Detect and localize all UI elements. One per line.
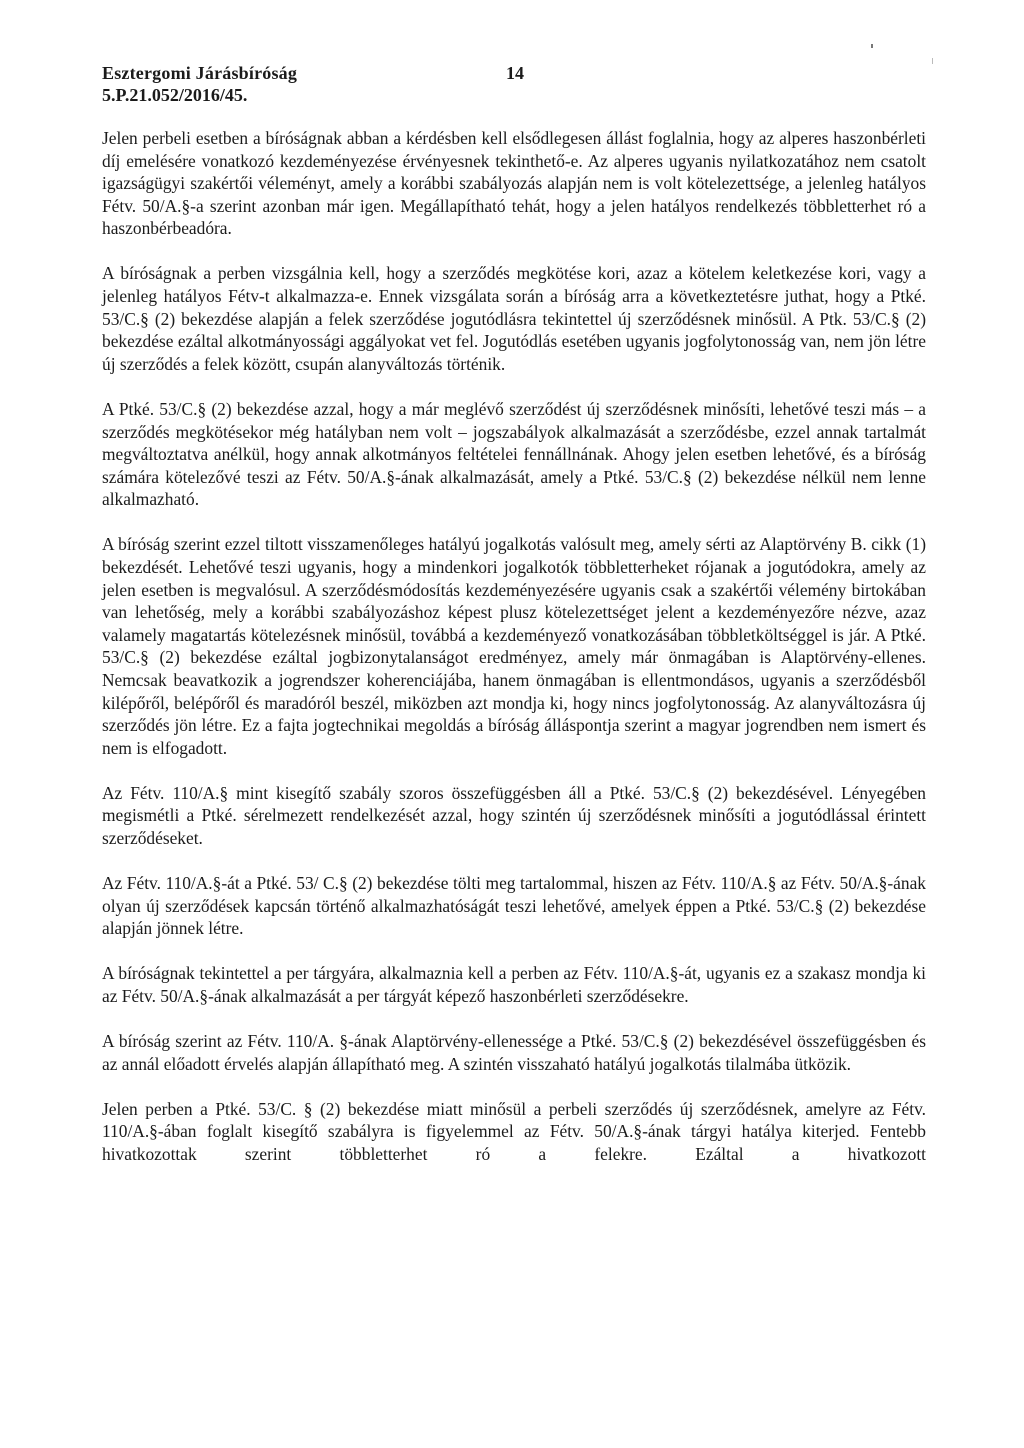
paragraph: A Ptké. 53/C.§ (2) bekezdése azzal, hogy a már meglévő szerződést új szerződésnek minősíti, lehetővé teszi más – a szerződés megkötésekor még hatályban nem volt – jogszabályok alkalmazását a szerződésbe, ezzel annak tartalmát megváltoztatva anélkül, hogy annak alkotmányos feltételei fennállnának. Ahogy jelen esetben lehetővé, és a bíróság számára kötelezővé teszi az Fétv. 50/A.§-ának alkalmazását, amely a Ptké. 53/C.§ (2) bekezdése nélkül nem lenne alkalmazható. (102, 398, 926, 510)
document-body (102, 127, 926, 1166)
page-number: 14 (506, 63, 524, 83)
paragraph: A bíróságnak a perben vizsgálnia kell, hogy a szerződés megkötése kori, azaz a kötelem keletkezése kori, vagy a jelenleg hatályos Fétv-t alkalmazza-e. Ennek vizsgálata során a bíróság arra a következtetésre juthat, hogy a Ptké. 53/C.§ (2) bekezdése alapján a felek szerződése jogutódlásra tekintettel új szerződésnek minősül. A Ptk. 53/C.§ (2) bekezdése ezáltal alkotmányossági aggályokat vet fel. Jogutódlás esetében ugyanis jogfolytonosság van, nem jön létre új szerződés a felek között, csupán alanyváltozás történik. (102, 263, 926, 374)
paragraph: A bíróságnak tekintettel a per tárgyára, alkalmaznia kell a perben az Fétv. 110/A.§-át, ugyanis ez a szakasz mondja ki az Fétv. 50/A.§-ának alkalmazását a per tárgyát képező haszonbérleti szerződésekre. (102, 963, 926, 1006)
paragraph: A bíróság szerint ezzel tiltott visszamenőleges hatályú jogalkotás valósult meg, amely sérti az Alaptörvény B. cikk (1) bekezdését. Lehetővé teszi ugyanis, hogy a mindenkori jogalkotók többletterheket rójanak a jogutódokra, amely az jelen esetben is megvalósul. A szerződésmódosítás kezdeményezésére ugyanis csak a szakértői vélemény birtokában van lehetőség, mely a korábbi szabályozáshoz képest plusz kötelezettséget jelent a kezdeményezőre nézve, azaz valamely magatartás kötelezésnek minősül, továbbá a kezdeményező vonatkozásában többletköltséggel is jár. A Ptké. 53/C.§ (2) bekezdése ezáltal jogbizonytalanságot eredményez, amely már önmagában is Alaptörvény-ellenes. Nemcsak beavatkozik a jogrendszer koherenciájába, hanem önmagában is ellentmondásos, ugyanis a szerződésből kilépőről, belépőről és maradóról beszél, miközben azt mondja ki, hogy nincs jogfolytonosság. Az alanyváltozásra új szerződés jön létre. Ez a fajta jogtechnikai megoldás a bíróság álláspontja szerint a magyar jogrendben nem ismert és nem is elfogadott. (102, 534, 926, 758)
court-name: Esztergomi Járásbíróság (102, 63, 298, 83)
paragraph: Az Fétv. 110/A.§-át a Ptké. 53/ C.§ (2) bekezdése tölti meg tartalommal, hiszen az Fétv. 110/A.§ az Fétv. 50/A.§-ának olyan új szerződések kapcsán történő alkalmazhatóságát teszi lehetővé, amelyek éppen a Ptké. 53/C.§ (2) bekezdése alapján jönnek létre. (102, 873, 926, 939)
paragraph: Jelen perbeli esetben a bíróságnak abban a kérdésben kell elsődlegesen állást foglalnia, hogy az alperes haszonbérleti díj emelésére vonatkozó kezdeményezése érvényesnek tekinthető-e. Az alperes ugyanis nyilatkozatához nem csatolt igazságügyi szakértői véleményt, amely a korábbi szabályozás alapján nem is volt kötelezettsége, a jelenleg hatályos Fétv. 50/A.§-a szerint azonban már igen. Megállapítható tehát, hogy a jelen hatályos rendelkezés többletterhet ró a haszonbérbeadóra. (102, 128, 926, 239)
case-number: 5.P.21.052/2016/45. (102, 85, 248, 105)
paragraph: Az Fétv. 110/A.§ mint kisegítő szabály szoros összefüggésben áll a Ptké. 53/C.§ (2) bekezdésével. Lényegében megismétli a Ptké. sérelmezett rendelkezését azzal, hogy szintén új szerződésnek minősíti a jogutódlással érintett szerződéseket. (102, 782, 926, 849)
scan-mark (871, 44, 873, 48)
paragraph: Jelen perben a Ptké. 53/C. § (2) bekezdése miatt minősül a perbeli szerződés új szerződésnek, amelyre az Fétv. 110/A.§-ában foglalt kisegítő szabályra is figyelemmel az Fétv. 50/A.§-ának tárgyi hatálya kiterjed. Fentebb hivatkozottak szerint többletterhet ró a felekre. Ezáltal a hivatkozott (102, 1098, 926, 1164)
paragraph: A bíróság szerint az Fétv. 110/A. §-ának Alaptörvény-ellenessége a Ptké. 53/C.§ (2) bekezdésével összefüggésben és az annál előadott érvelés alapján állapítható meg. A szintén visszaható hatályú jogalkotás tilalmába ütközik. (102, 1031, 926, 1074)
scan-mark (932, 58, 933, 64)
